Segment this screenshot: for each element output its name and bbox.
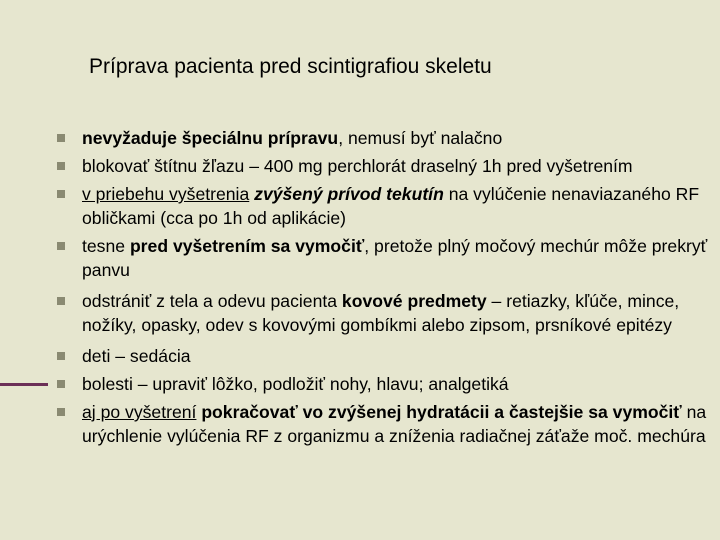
bullet-item	[56, 154, 716, 178]
slide-title: Príprava pacienta pred scintigrafiou skeletu	[89, 55, 492, 78]
accent-line	[0, 383, 48, 386]
bullet-item	[56, 182, 716, 230]
square-bullet-icon	[57, 408, 65, 416]
bullet-text-segment: nevyžaduje špeciálnu prípravu	[82, 128, 339, 148]
bullet-list	[56, 126, 716, 452]
bullet-text-segment: blokovať štítnu žľazu – 400 mg perchlorát draselný 1h pred vyšetrením	[82, 156, 633, 176]
square-bullet-icon	[57, 352, 65, 360]
bullet-text-segment: deti – sedácia	[82, 346, 191, 366]
bullet-text-segment: aj po vyšetrení	[82, 402, 197, 422]
bullet-item	[56, 289, 716, 337]
bullet-text-segment: bolesti – upraviť lôžko, podložiť nohy, hlavu; analgetiká	[82, 374, 509, 394]
square-bullet-icon	[57, 162, 65, 170]
bullet-item	[56, 400, 716, 448]
bullet-text-segment: kovové predmety	[341, 291, 487, 311]
square-bullet-icon	[57, 297, 65, 305]
bullet-text-segment: pokračovať vo zvýšenej hydratácii a častejšie sa vymočiť	[201, 402, 682, 422]
bullet-item	[56, 372, 716, 396]
bullet-text-segment: – retiazky, kľúče, mince, nožíky, opasky, odev s kovovými gombíkmi alebo zipsom, prsníkové epitézy	[82, 291, 680, 335]
bullet-text-segment: tesne	[82, 236, 130, 256]
bullet-text-segment: v priebehu vyšetrenia	[82, 184, 250, 204]
bullet-text-segment: , nemusí byť nalačno	[338, 128, 503, 148]
bullet-text-segment: na vylúčenie nenaviazaného RF obličkami (cca po 1h od aplikácie)	[82, 184, 700, 228]
square-bullet-icon	[57, 380, 65, 388]
bullet-item	[56, 126, 716, 150]
square-bullet-icon	[57, 242, 65, 250]
bullet-text-segment: pred vyšetrením sa vymočiť	[129, 236, 365, 256]
bullet-item	[56, 344, 716, 368]
bullet-item	[56, 234, 716, 282]
bullet-text-segment: odstrániť z tela a odevu pacienta	[82, 291, 342, 311]
square-bullet-icon	[57, 190, 65, 198]
bullet-text-segment: zvýšený prívod tekutín	[254, 184, 444, 204]
bullet-text-segment: na urýchlenie vylúčenia RF z organizmu a zníženia radiačnej záťaže moč. mechúra	[82, 402, 707, 446]
square-bullet-icon	[57, 134, 65, 142]
bullet-text-segment: , pretože plný močový mechúr môže prekryť panvu	[82, 236, 708, 280]
